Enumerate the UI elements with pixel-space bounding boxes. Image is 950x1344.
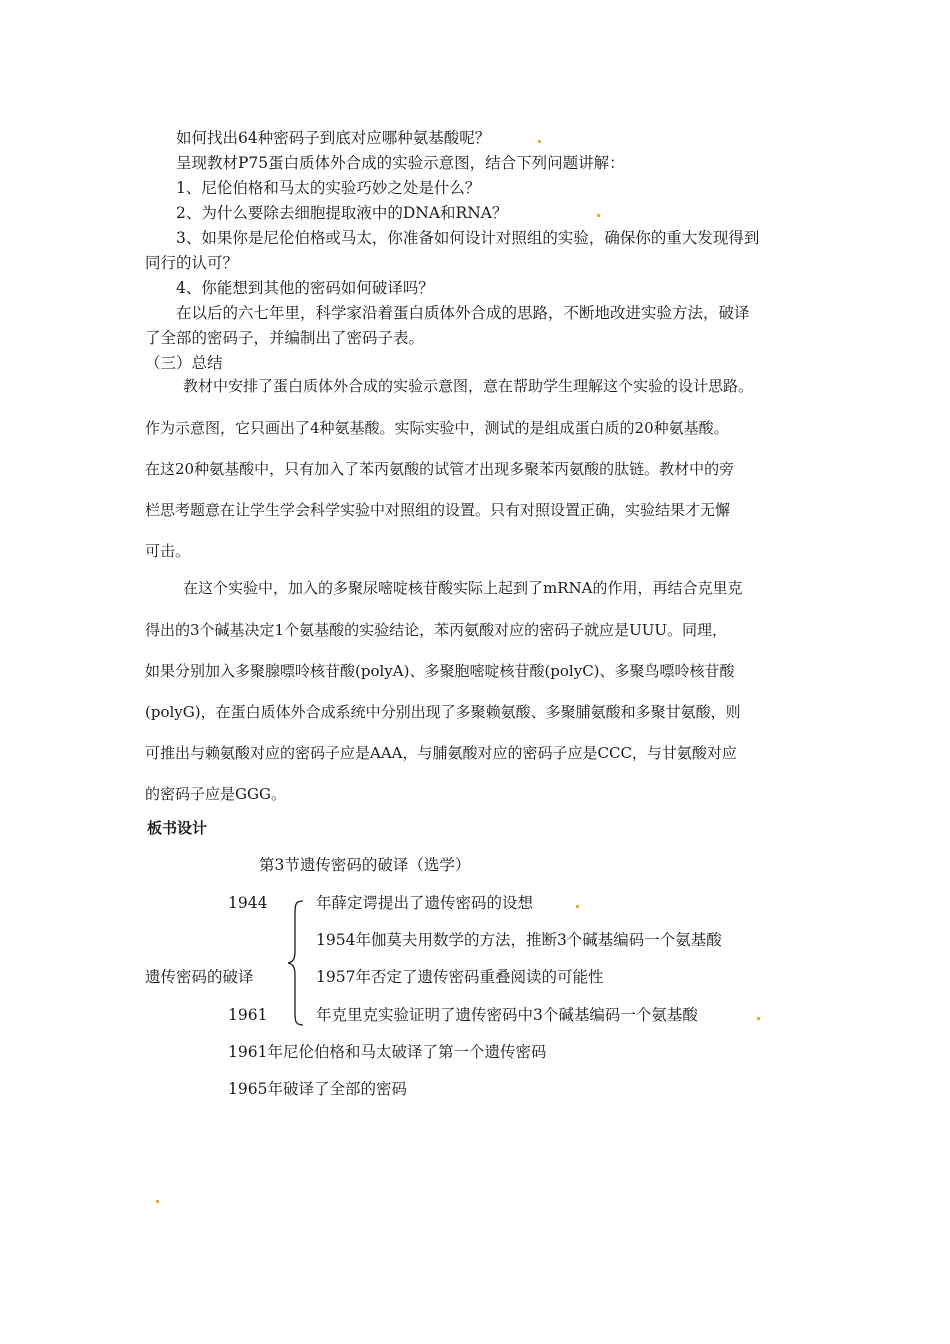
curly-brace-icon [286, 899, 306, 1027]
board-item-1944: 年薛定谔提出了遗传密码的设想 [316, 894, 534, 912]
board-left-label: 遗传密码的破译 [145, 968, 254, 986]
summary-heading: （三）总结 [145, 354, 223, 372]
marker-dot [576, 905, 579, 908]
intro-question: 如何找出64种密码子到底对应哪种氨基酸呢？ [176, 129, 491, 147]
board-item-1954: 1954年伽莫夫用数学的方法，推断3个碱基编码一个氨基酸 [316, 931, 722, 949]
board-year-1961: 1961 [228, 1006, 268, 1024]
summary-p2-line: 在这个实验中，加入的多聚尿嘧啶核苷酸实际上起到了mRNA的作用，再结合克里克 [183, 579, 743, 597]
later-paragraph-line-2: 了全部的密码子，并编制出了密码子表。 [145, 329, 425, 347]
summary-p2-line: 如果分别加入多聚腺嘌呤核苷酸(polyA)、多聚胞嘧啶核苷酸(polyC)、多聚鸟嘌呤核苷酸 [145, 662, 735, 680]
board-heading: 板书设计 [147, 819, 208, 837]
board-item-1961: 年克里克实验证明了遗传密码中3个碱基编码一个氨基酸 [316, 1006, 698, 1024]
summary-p2-line: 得出的3个碱基决定1个氨基酸的实验结论，苯丙氨酸对应的密码子就应是UUU。同理， [145, 621, 728, 639]
summary-p1-line: 可击。 [145, 542, 191, 560]
marker-dot [597, 214, 600, 217]
summary-p1-line: 教材中安排了蛋白质体外合成的实验示意图，意在帮助学生理解这个实验的设计思路。 [183, 377, 754, 395]
summary-p1-line: 栏思考题意在让学生学会科学实验中对照组的设置。只有对照设置正确，实验结果才无懈 [145, 501, 731, 519]
summary-p2-line: 可推出与赖氨酸对应的密码子应是AAA，与脯氨酸对应的密码子应是CCC，与甘氨酸对应 [145, 744, 737, 762]
board-line-1965: 1965年破译了全部的密码 [228, 1080, 407, 1098]
question-1: 1、尼伦伯格和马太的实验巧妙之处是什么？ [176, 179, 481, 197]
summary-p2-line: (polyG)，在蛋白质体外合成系统中分别出现了多聚赖氨酸、多聚脯氨酸和多聚甘氨酸，则 [145, 703, 741, 721]
question-3-line-2: 同行的认可？ [145, 254, 239, 272]
later-paragraph-line-1: 在以后的六七年里，科学家沿着蛋白质体外合成的思路，不断地改进实验方法，破译 [176, 304, 750, 322]
board-title: 第3节遗传密码的破译（选学） [259, 856, 471, 874]
question-2: 2、为什么要除去细胞提取液中的DNA和RNA？ [176, 204, 508, 222]
summary-p1-line: 作为示意图，它只画出了4种氨基酸。实际实验中，测试的是组成蛋白质的20种氨基酸。 [145, 419, 729, 437]
present-instruction: 呈现教材P75蛋白质体外合成的实验示意图，结合下列问题讲解： [176, 154, 625, 172]
board-year-1944: 1944 [228, 894, 268, 912]
question-4: 4、你能想到其他的密码如何破译吗？ [176, 279, 434, 297]
marker-dot [538, 140, 541, 143]
marker-dot [156, 1200, 159, 1203]
summary-p1-line: 在这20种氨基酸中，只有加入了苯丙氨酸的试管才出现多聚苯丙氨酸的肽链。教材中的旁 [145, 460, 735, 478]
summary-p2-line: 的密码子应是GGG。 [145, 785, 286, 803]
marker-dot [757, 1017, 760, 1020]
board-line-1961-nirenberg: 1961年尼伦伯格和马太破译了第一个遗传密码 [228, 1043, 547, 1061]
board-item-1957: 1957年否定了遗传密码重叠阅读的可能性 [316, 968, 604, 986]
question-3-line-1: 3、如果你是尼伦伯格或马太，你准备如何设计对照组的实验，确保你的重大发现得到 [176, 229, 760, 247]
